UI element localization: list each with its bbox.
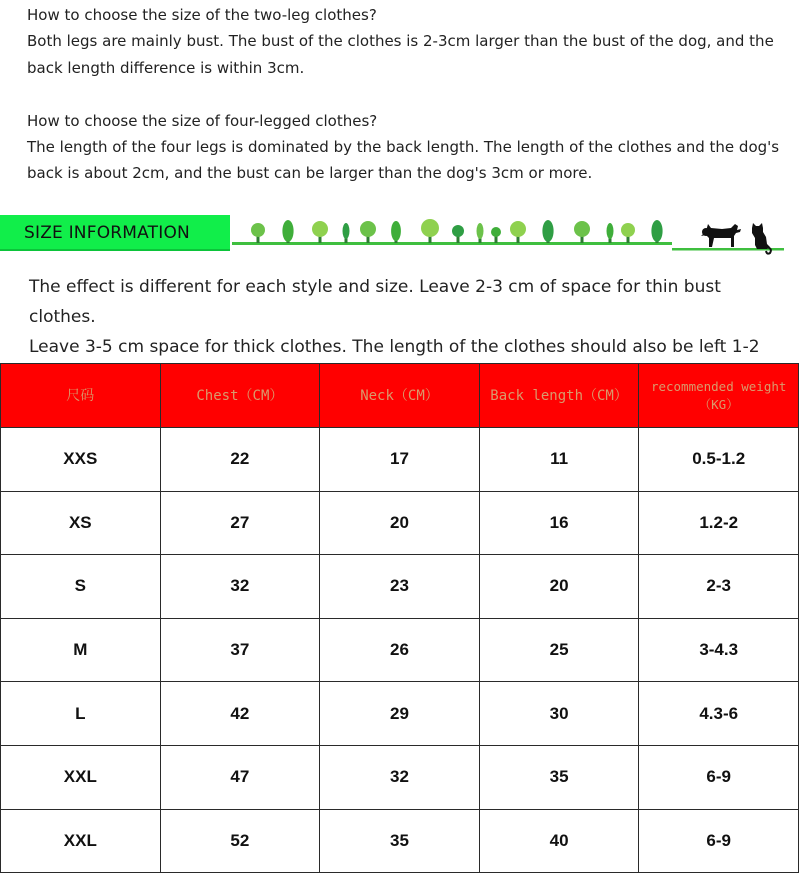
chest-cell: 27 (160, 491, 320, 555)
neck-cell: 17 (320, 428, 480, 492)
back-length-cell: 11 (479, 428, 639, 492)
tree-row-icon (251, 219, 663, 243)
fit-note-line-1: The effect is different for each style and size. Leave 2-3 cm of space for thin bust clothes. (29, 277, 721, 327)
header-chest: Chest（CM） (160, 364, 320, 428)
tree-icon (251, 223, 265, 237)
back-length-cell: 16 (479, 491, 639, 555)
section-title-box (0, 215, 230, 251)
back-length-cell: 35 (479, 745, 639, 809)
table-row (1, 428, 799, 492)
dog-icon (701, 224, 741, 247)
tree-icon (391, 221, 401, 241)
back-length-cell: 30 (479, 682, 639, 746)
table-row (1, 555, 799, 619)
chest-cell: 47 (160, 745, 320, 809)
four-leg-answer-line-2: back is about 2cm, and the bust can be larger than the dog's 3cm or more. (27, 164, 593, 183)
weight-cell: 6-9 (639, 745, 799, 809)
tree-icon (621, 223, 635, 237)
weight-cell: 2-3 (639, 555, 799, 619)
size-cell: M (1, 618, 161, 682)
tree-icon (477, 223, 484, 239)
tree-icon (360, 221, 376, 237)
tree-icon (510, 221, 526, 237)
four-leg-answer-line-1: The length of the four legs is dominated by the back length. The length of the clothes and the dog's (27, 138, 780, 157)
header-size: 尺码 (1, 364, 161, 428)
two-leg-answer-line-2: back length difference is within 3cm. (27, 58, 305, 77)
size-cell: XS (1, 491, 161, 555)
size-information-banner (0, 211, 800, 255)
header-back-length: Back length（CM） (479, 364, 639, 428)
tree-icon (282, 220, 293, 242)
table-header-row (1, 364, 799, 428)
two-leg-question: How to choose the size of the two-leg clothes? (27, 6, 377, 24)
table-row (1, 745, 799, 809)
size-cell: XXL (1, 809, 161, 873)
header-recommended-weight: recommended weight（KG） (639, 364, 799, 428)
tree-icon (312, 221, 328, 237)
size-guide-intro (27, 2, 787, 187)
two-leg-answer-line-1: Both legs are mainly bust. The bust of the clothes is 2-3cm larger than the bust of the dog, and the (27, 32, 774, 51)
size-cell: S (1, 555, 161, 619)
table-row (1, 682, 799, 746)
weight-cell: 3-4.3 (639, 618, 799, 682)
size-cell: XXS (1, 428, 161, 492)
tree-icon (343, 223, 350, 239)
tree-icon (651, 220, 662, 242)
tree-icon (542, 220, 553, 242)
chest-cell: 37 (160, 618, 320, 682)
table-row (1, 491, 799, 555)
weight-cell: 6-9 (639, 809, 799, 873)
neck-cell: 32 (320, 745, 480, 809)
four-leg-question: How to choose the size of four-legged clothes? (27, 111, 378, 130)
neck-cell: 20 (320, 491, 480, 555)
size-cell: XXL (1, 745, 161, 809)
chest-cell: 22 (160, 428, 320, 492)
weight-cell: 0.5-1.2 (639, 428, 799, 492)
size-chart-table (0, 363, 799, 873)
back-length-cell: 20 (479, 555, 639, 619)
section-title: SIZE INFORMATION (24, 223, 190, 243)
tree-icon (421, 219, 439, 237)
neck-cell: 29 (320, 682, 480, 746)
ground-line (232, 242, 672, 245)
chest-cell: 52 (160, 809, 320, 873)
back-length-cell: 25 (479, 618, 639, 682)
size-cell: L (1, 682, 161, 746)
tree-icon (574, 221, 590, 237)
neck-cell: 23 (320, 555, 480, 619)
fit-note-line-2: Leave 3-5 cm space for thick clothes. The length of the clothes should also be left 1-2 (29, 337, 760, 357)
table-row (1, 809, 799, 873)
chest-cell: 42 (160, 682, 320, 746)
header-neck: Neck（CM） (320, 364, 480, 428)
back-length-cell: 40 (479, 809, 639, 873)
tree-icon (452, 225, 464, 237)
weight-cell: 1.2-2 (639, 491, 799, 555)
tree-icon (491, 227, 501, 237)
tree-icon (607, 223, 614, 239)
neck-cell: 35 (320, 809, 480, 873)
chest-cell: 32 (160, 555, 320, 619)
table-row (1, 618, 799, 682)
weight-cell: 4.3-6 (639, 682, 799, 746)
neck-cell: 26 (320, 618, 480, 682)
